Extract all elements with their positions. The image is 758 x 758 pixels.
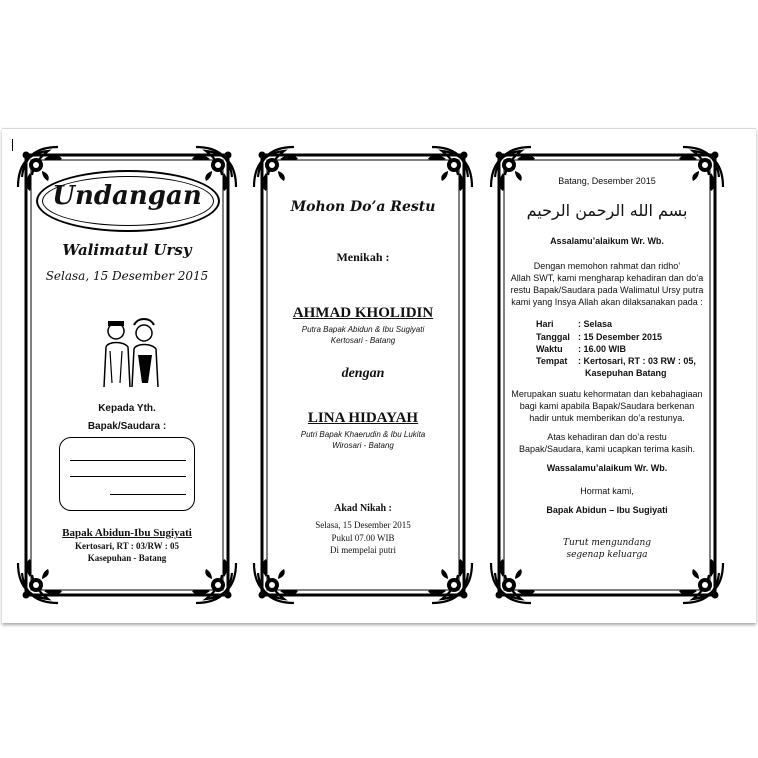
- detail-key: Waktu: [536, 344, 563, 354]
- bride-name: LINA HIDAYAH: [307, 410, 419, 426]
- akad-place: Di mempelai putri: [330, 545, 396, 555]
- akad-label: Akad Nikah :: [334, 503, 392, 514]
- honor-line3: hadir untuk memberikan do’a restunya.: [529, 413, 685, 423]
- detail-value: : 16.00 WIB: [578, 344, 627, 354]
- intro-line1: Dengan memohon rahmat dan ridho’: [533, 261, 681, 271]
- akad-date: Selasa, 15 Desember 2015: [315, 520, 411, 530]
- basmalah-calligraphy: بسم الله الرحمن الرحيم: [526, 201, 688, 220]
- doa-restu-heading: Mohon Do’a Restu: [290, 199, 436, 215]
- regards: Hormat kami,: [580, 486, 634, 496]
- greeting: Assalamu’alaikum Wr. Wb.: [550, 236, 664, 246]
- intro-line3: restu Bapak/Saudara pada Walimatul Ursy putra: [510, 285, 704, 295]
- sender-address-line1: Kertosari, RT : 03/RW : 05: [74, 541, 180, 551]
- akad-time: Pukul 07.00 WIB: [331, 533, 395, 543]
- thanks-line2: Bapak/Saudara, kami ucapkan terima kasih.: [518, 444, 696, 454]
- bride-groom-illustration: [100, 317, 160, 389]
- honor-line2: bagi kami apabila Bapak/Saudara berkenan: [519, 401, 695, 411]
- couple-panel: [252, 145, 474, 605]
- event-subtitle: Walimatul Ursy: [62, 241, 192, 259]
- detail-row-waktu: [536, 343, 626, 355]
- text-cursor: [12, 139, 13, 151]
- invitation-title: Undangan: [52, 181, 202, 211]
- cover-panel: [16, 145, 238, 605]
- detail-key: Tempat: [536, 356, 568, 366]
- sender-name: Bapak Abidun-Ibu Sugiyati: [62, 527, 192, 539]
- honor-line1: Merupakan suatu kehormatan dan kebahagiaan: [511, 389, 703, 399]
- detail-key: Tanggal: [536, 332, 570, 342]
- intro-line4: kami yang Insya Allah akan dilaksanakan pada :: [511, 297, 703, 307]
- groom-name: AHMAD KHOLIDIN: [292, 305, 434, 321]
- recipient-address-box[interactable]: [59, 437, 195, 511]
- detail-row-tempat: [536, 355, 696, 367]
- signature-name: Bapak Abidun – Ibu Sugiyati: [546, 505, 668, 515]
- detail-row-tanggal: [536, 331, 662, 343]
- to-name-label: Bapak/Saudara :: [87, 421, 167, 432]
- to-label: Kepada Yth.: [98, 403, 156, 414]
- sender-address-line2: Kasepuhan - Batang: [87, 553, 167, 563]
- detail-value: : Selasa: [578, 319, 613, 329]
- event-date: Selasa, 15 Desember 2015: [45, 269, 209, 283]
- groom-parents: Putra Bapak Abidun & Ibu Sugiyati: [301, 325, 425, 334]
- family-line2: segenap keluarga: [566, 550, 648, 560]
- detail-key: Hari: [536, 319, 554, 329]
- detail-value: : Kertosari, RT : 03 RW : 05,: [578, 356, 696, 366]
- bride-parents: Putri Bapak Khaerudin & Ibu Lukita: [300, 430, 426, 439]
- detail-row-hari: [536, 318, 612, 330]
- place-continuation: Kasepuhan Batang: [585, 368, 667, 378]
- bride-origin: Wirosari - Batang: [332, 441, 394, 450]
- dengan-label: dengan: [341, 366, 385, 381]
- menikah-label: Menikah :: [336, 250, 390, 264]
- closing: Wassalamu’alaikum Wr. Wb.: [546, 463, 668, 473]
- detail-value: : 15 Desember 2015: [578, 332, 663, 342]
- place-date: Batang, Desember 2015: [558, 176, 656, 186]
- letter-panel: [489, 145, 725, 605]
- thanks-line1: Atas kehadiran dan do’a restu: [547, 432, 667, 442]
- intro-line2: Allah SWT, kami mengharap kehadiran dan do’a: [510, 273, 704, 283]
- groom-origin: Kertosari - Batang: [330, 336, 396, 345]
- family-line1: Turut mengundang: [562, 538, 652, 548]
